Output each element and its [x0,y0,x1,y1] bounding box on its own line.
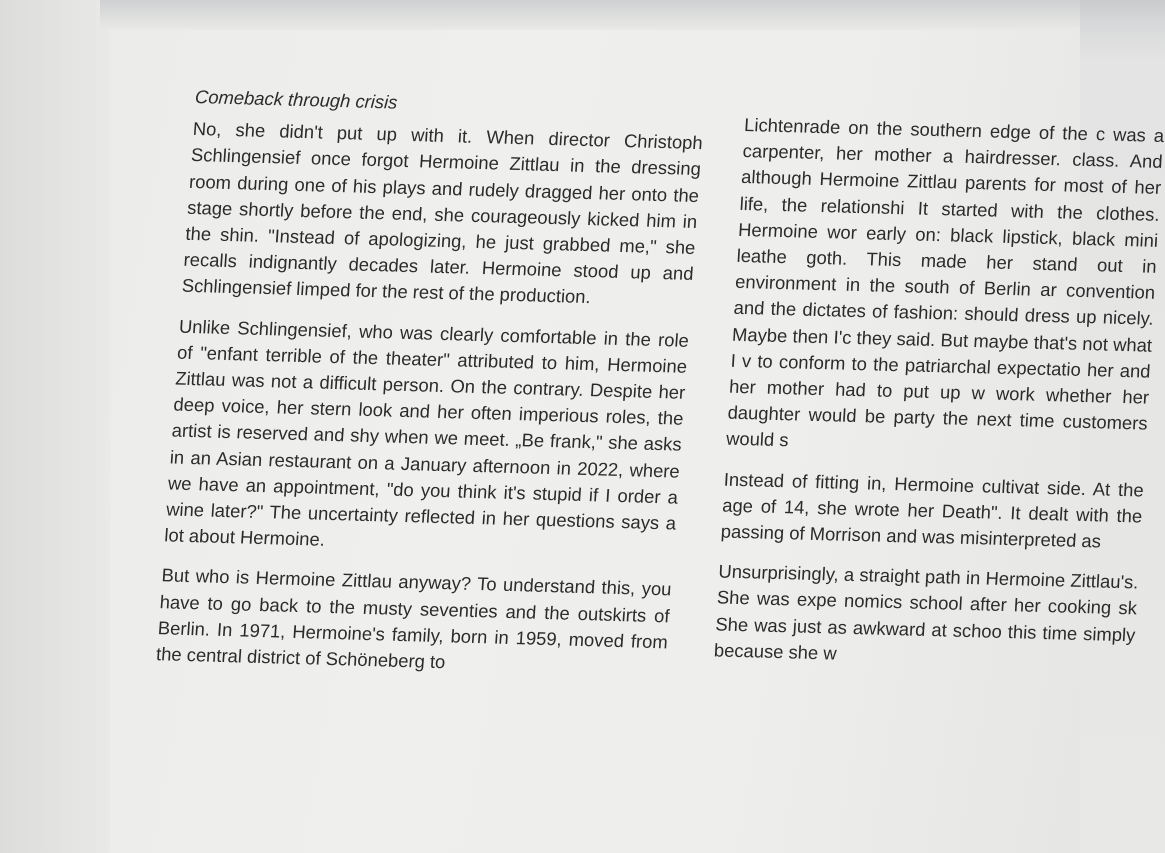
left-paragraph-3: But who is Hermoine Zittlau anyway? To understand this, you have to go back to the musty seventies and the outskirts of Berlin. In 1971, Hermoine's family, born in 1959, moved from the central district of Schöneberg to [155,564,673,673]
right-paragraph-1: Lichtenrade on the southern edge of the c was a carpenter, her mother a hairdresser. class. And although Hermoine Zittlau parents for most of her life, the relationshi It started with the clothes. Hermoine wor early on: black lipstick, black mini leathe goth. This made her stand out in environment in the south of Berlin ar convention and the dictates of fashion: should dress up nicely. Maybe then I'c they said. But maybe that's not what I v to conform to the patriarchal expectatio her and her mother had to put up w work whether her daughter would be party the next time customers would s [725,113,1165,451]
left-text-column [154,84,706,696]
page-spine-shadow [0,0,110,853]
page-top-shadow [100,0,1080,30]
right-column-clip [713,100,1165,800]
right-text-column [712,112,1164,688]
right-paragraph-2: Instead of fitting in, Hermoine cultivat side. At the age of 14, she wrote her Death". It dealt with the passing of Morrison and was misinterpreted as [720,468,1145,552]
left-paragraph-1: No, she didn't put up with it. When director Christoph Schlingensief once forgot Hermoine Zittlau in the dressing room during one of his plays and rudely dragged her onto the stage shortly before the end, she courageously kicked him in the shin. "Instead of apologizing, he just grabbed me," she recalls indignantly decades later. Hermoine stood up and Schlingensief limped for the rest of the production. [181,118,704,308]
right-paragraph-3: Unsurprisingly, a straight path in Hermoine Zittlau's. She was expe nomics school after her cooking sk She was just as awkward at schoo this time simply because she w [713,560,1139,664]
left-paragraph-2: Unlike Schlingensief, who was clearly comfortable in the role of "enfant terrible of the theater" attributed to him, Hermoine Zittlau was not a difficult person. On the contrary. Despite her deep voice, her stern look and her often imperious roles, the artist is reserved and shy when we meet. „Be frank," she asks in an Asian restaurant on a January afternoon in 2022, where we have an appointment, "do you think it's stupid if I order a wine later?" The uncertainty reflected in her questions says a lot about Hermoine. [163,315,690,551]
section-heading: Comeback through crisis [194,85,399,113]
